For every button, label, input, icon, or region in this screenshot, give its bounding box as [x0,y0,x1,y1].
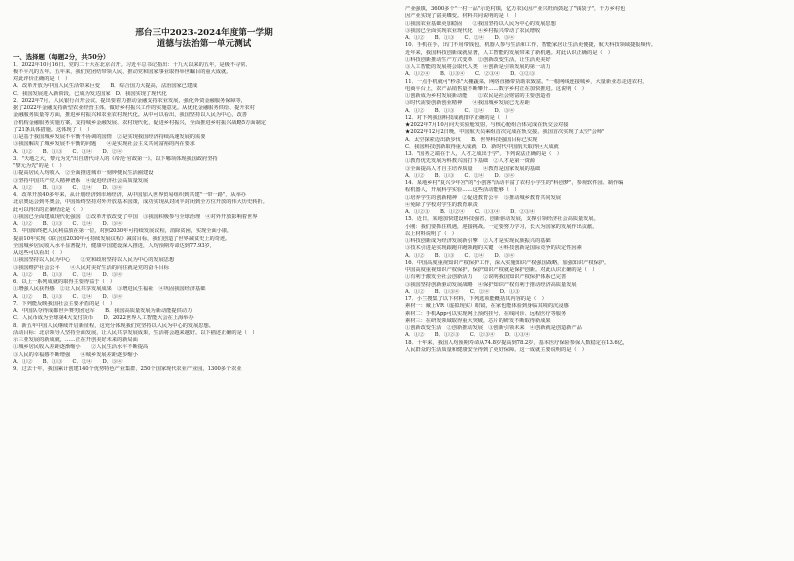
text-line: "黎元为先"的是（ ） [13,163,65,170]
text-line: 活动目标：北京领导人坚持全面发展，让人民共享发展成果，生活将会越来越好。以下描述正确的是（ ） [13,329,258,336]
text-line: 示三亚发展的新成就，……正在开创美好未来的新局面 [13,337,138,344]
text-line: ①我国已全面建成现代化强国 ②改革开放改变了中国 ③我国积极参与全球治理 ④对外开放影响着世界 [13,213,258,220]
text-line: A．①② B．①③ C．②④ D．③④ [13,184,123,191]
text-line: ★2022年7月10月问天实验舱发射，与核心舱组合体完成在轨交会对接 [405,122,569,128]
text-line: 北京奥运会到冬奥会，中国始终坚持对外开放基本国策，成功实现从封闭半封闭到全方位开放的伟大历史转折。 [13,199,268,206]
text-line: 8．新五年中国人民继续开启新征程，这充分体现我们党坚持以人民为中心的发展思想。 [13,322,214,329]
text-line: ①是基于我国城乡发展不平衡不协调的国情 ②是实现我国经济持续高速发展的需要 [13,134,206,141]
text-line: 对此评价正确的是（ ） [13,76,71,83]
text-line: ③坚持中国共产党人精神谱系 ④促进经济社会高质量发展 [13,177,149,184]
text-line: 11．一点手机就可"秒杀"大棚蔬菜，网络直播带货助农致富。"一根网线连接城乡，大量新业态走进农村， [405,78,648,85]
document-title: 邢台三中2023-2024年度第一学期 [135,28,273,38]
text-line: 5．中国始终把人民利益放在第一位，对照2030年可持续发展议程，消除贫困，实现全面小康， [13,228,233,235]
text-line: 全国城乡居民收入水平显著提升，健康中国建设深入推进，人均预期寿命达到77.93岁， [13,242,215,249]
text-line: ①城乡居民收入差距逐渐缩小 ②人民生活水平不断提高 [13,344,149,351]
text-line: 人民群众的生活质量和健康安全得到了更好保障。这一成就主要说明的是（ ） [405,346,587,353]
text-line: ①教育优先发展为科教兴国打下基础 ②人才是第一资源 [405,158,535,165]
text-line: ①科技创新推动生产方式变革 ②创新改变生活，让生活更美好 [405,56,551,63]
text-line: C．我国科技创新取得重大成就 D．新时代中国航天取得巨大成就 [405,143,559,150]
text-line: 素材三：在研发领域取得重大突破，芯片的研发不断取得新成果 [405,317,551,324]
text-line: 3．"天地之大，黎元为先"出自唐代诗人的《帝范·官政第一》。以下哪项体现我国政府坚持 [13,155,218,162]
text-line: 素材二：手机App可以实现网上预约挂号、在线问诊、远程医疗等服务 [405,310,567,317]
text-line: ①科技创新成为经济发展新引擎 ②人才是实现民族振兴的基础 [405,238,551,244]
text-line: A．①② B．①③ C．②④ D．③④ [405,252,515,259]
text-line: A．①② B．①③ C．①④ D．②④ [13,148,123,155]
text-line: A．①② B．①③ C．②④ D．③④ [13,293,123,300]
text-line: ③我国解决了城乡发展不平衡的问题 ④是实现社会主义共同富裕的内在要求 [13,141,195,148]
text-line: A．①② B．①③ C．②④ D．③④ [405,107,515,114]
text-line: A．①②④ B．①③④ C．②③④ D．①②③ [405,71,536,78]
text-line: ③技术引进是实现跟跑并跑领跑的关键 ④科技创新是国际竞争的决定性因素 [405,245,582,252]
text-line: A．①②③ B．①②④ C．①③④ D．②③④ [405,209,536,215]
text-line: 近年来，我国科技创新成就显著，人工智能的发展带来了新机遇。对此认识正确的是（ ） [405,49,613,56]
text-line: ★2022年12月2日晚，中国航天员乘组首次完成在轨交接，我国首次实现了太空"会师" [405,129,605,136]
text-line: ①我国农业基础更加稳固 ②我国坚持以人民为中心的发展思想 [405,20,556,27]
text-line: 金融服务质量等方面，推进乡村振兴和农业农村现代化。从中可以看出，我国坚持以人民为中心，改善 [13,112,247,119]
text-line: 7．下列能反映我国社会主要矛盾的是（ ） [13,300,116,307]
text-line: 了21条具体措施。这体现了（ ） [13,126,93,133]
text-line: ①增强人民获得感 ②让人民共享发展成果 ③增进民生福祉 ④巩固我国经济基础 [13,286,206,293]
text-line: ①创新成为乡村发展新动能 ②农民是社会财富的主要创造者 [405,93,551,99]
text-line: ③我国坚持创新驱动发展战略 ④保护知识产权有利于推动经济高质量发展 [405,281,577,288]
text-line: 极不平凡的五年。五年来，我们党团结带领人民，推动党和国家事业取得举世瞩目的重大成就。 [13,68,232,75]
text-line: 15．近日，某地加快建设科技强省，创新驱动发展，支撑引领经济社会高质量发展。 [405,216,599,223]
text-line: ③全面提高人才自主培养质量 ④教育是国家发展的基础 [405,165,541,172]
text-line: C．我国发展进入新阶段，已成为发达国家 D．我国实现了现代化 [13,90,167,97]
text-line: A．中国队夺得成都世乒赛男团冠军 B．我国高质量发展为新动能提供动力 [13,308,193,315]
text-line: 据了2022年金融支持新型农业经营主体，做好乡村振兴工作的实施意见。从优化金融服务供给、提升农村 [13,105,255,112]
right-column [405,6,783,557]
text-line: 18．十年来，我国人均预期寿命从74.8岁提高到78.2岁，基本医疗保险参保人数稳定在13.6亿， [405,339,629,346]
text-line: A．改革开放为中国人民生活带来巨变 B．综合国力大提高，法治国家已建成 [13,83,198,90]
text-line: 从这些可以看出（ ） [13,250,65,257]
text-line: A．①② B．①③ C．②④ D．③④ [13,221,123,228]
text-line: 小刚：我们要抓住机遇，迎接挑战。一定要努力学习，长大为国家的发展作出贡献。 [405,223,598,230]
text-line: 素材一：戴上VR（虚拟现实）眼镜，在家也能体验到身临其境的沉浸感 [405,303,569,310]
text-line: ①创新改变生活 ②创新推动发展 ③创新引领未来 ④创新就是创造新产品 [405,325,582,331]
text-line: A．①② B．①③④ C．②④ D．①③ [405,288,520,295]
text-line: 此可以得出的正确结论是（ ） [13,206,86,213]
text-line: 电商平台上，农产品销售量不断攀升……数字乡村正在加快推进。这说明（ ） [405,85,587,92]
text-line: A．①② B．①③ C．②④ D．③④ [13,271,123,278]
text-line: 4．改革开放40多年来，从计划经济到市场经济，从中国加入世界贸易组织到共建"一带一路"，从举办 [13,192,247,199]
text-line: A．①② B．①③ C．②④ D．③④ [405,172,515,179]
text-line: 17．小兰搜集了以下材料，下列选项能概括其内容的是（ ） [405,296,547,302]
text-line: 2．2022年7月，人民银行召开会议，提出要着力推动金融支持农业发展，强化外资金融服务保障等， [13,97,246,104]
left-question-list [13,53,395,373]
document-subtitle: 道德与法治第一单元测试 [156,39,252,49]
text-line: 因产业实现了富美蝶变。材料共同说明的是（ ） [405,13,520,20]
text-line: 产业强镇，3600多个"一村一品"示范村镇，亿万农民因产业兴旺而鼓起了"钱袋子"，千万乡村也 [405,6,626,12]
text-line: 16．中国高度重视知识产权保护工作，深入实施知识产权强国战略，加强知识产权保护。 [405,259,610,266]
section-heading: 一、选择题（每题2分，共50分） [13,53,110,61]
text-line: ③时代需要创新创业精神 ④我国城乡发展已无差距 [405,100,530,107]
text-line: ③人民的幸福感不断增强 ④城乡发展差距逐步缩小 [13,351,138,358]
text-line: A．①② B．①②③ C．②③④ D．①③④ [405,332,530,339]
text-line: A．①② B．①③ C．②④ D．③④ [13,358,123,365]
text-line: 程机器人，开展科学实验……这些活动能够（ ） [405,187,520,194]
text-line: 13．"国务之端在于人，人才之成出于学"。下列说法正确的是（ ） [405,151,562,157]
text-line: 以上材料说明了（ ） [405,230,457,237]
text-line: ③我国已全面实现农业现代化 ④乡村振兴带动了农民增收 [405,27,541,34]
text-line: 6．以上一系列成就的取得主要得益于（ ） [13,279,116,286]
text-line: 合机构金融服务实施方案，支持城乡金融发展、农村现代化，促进乡村振兴，全面推进乡村振兴战略5方面制定 [13,119,266,126]
text-line: C．人民币成为全球第4大支付货币 D．2022世界人工智能大会在上海举办 [13,315,194,322]
text-line: ③人工智能的发展将会取代人类 ④创新是引领发展的第一动力 [405,64,551,70]
text-line: ④免除了学校对学生的教育职责 [405,201,478,208]
text-line: 提前10年实现《联合国2030年可持续发展议程》减贫目标，我们创造了世界减贫史上的奇迹。 [13,235,231,242]
text-line: ③我国维护社会公平 ④人民对美好生活的向往就是党的奋斗目标 [13,264,169,271]
text-line: 1．2022年10月16日，党的二十大在北京召开。习近平总书记指出：十九大以来的五年，是极不寻常、 [13,61,251,68]
text-line: ①提高居民人均收入 ②全面推进城市一刻钟便民生活圈建设 [13,170,154,177]
text-line: 中国高度重视知识产权保护，保护知识产权就是保护创新。对此认识正确的是（ ） [405,267,598,273]
text-line: 14．某地乡村"复兴少年宫"的"小创客"活动丰富了农村小学生的"科创梦"，参观软件园、制作编 [405,180,624,186]
text-line: 9．过去十年，我国累计创建140个优势特色产业集群，250个国家现代农业产业园，1300多个农业 [13,366,242,373]
text-line: A．①② B．①③ C．②④ D．③④ [405,35,515,41]
text-line: ①培养学生的创新精神 ②促进教育公平 ③推动城乡教育共同发展 [405,194,561,201]
left-column [13,6,395,557]
right-question-list [405,6,783,354]
text-line: A．太空探索迈出新步伐 B．世界科技强国目标已实现 [405,136,538,143]
text-line: ①我国坚持以人民为中心 ②党和政府坚持以人民为中心的发展思想 [13,257,175,264]
text-line: ①有利于激发全社会创新活力 ②说明我国知识产权保护体系已完善 [405,274,567,281]
text-line: 12．对下列我国科技成就排序正确的是（ ） [405,114,511,121]
text-line: 10．手机在手，出门不用带钱包，机器人参与生活和工作，智能家居让生活更便捷，航天科技领域捷报频传。 [405,42,656,49]
